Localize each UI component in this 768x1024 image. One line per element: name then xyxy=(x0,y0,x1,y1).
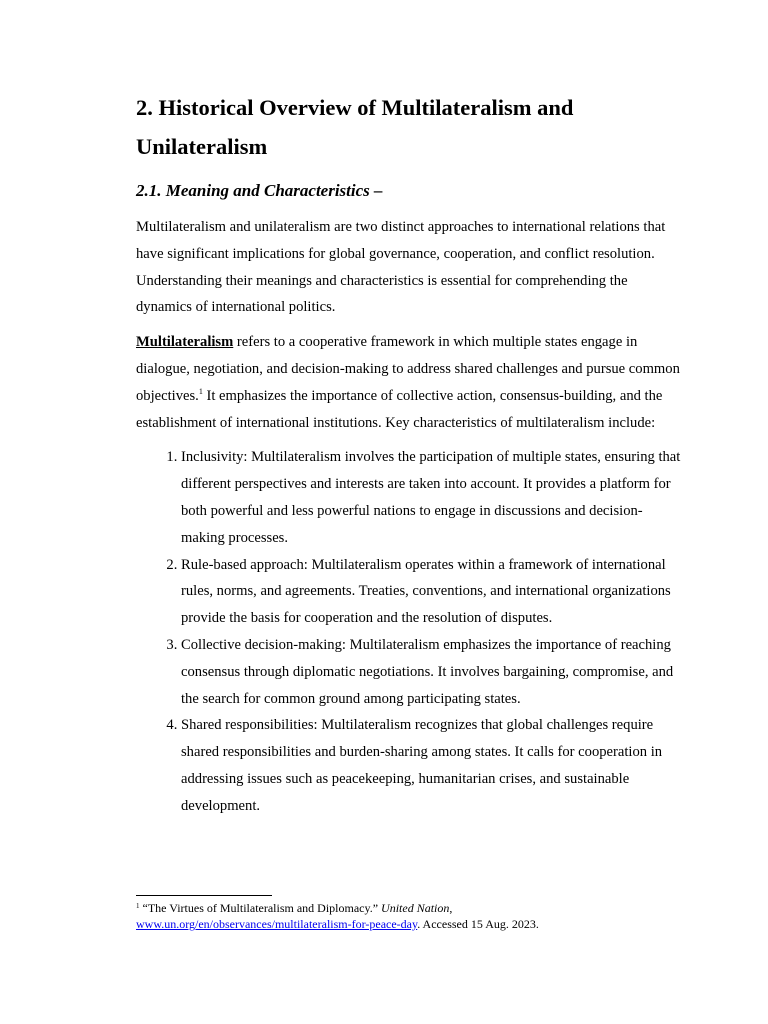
footnote-area xyxy=(136,895,681,932)
footnote-separator xyxy=(136,895,272,896)
characteristics-list xyxy=(136,444,681,819)
footnote-number: 1 xyxy=(136,902,140,910)
section-heading: 2. Historical Overview of Multilateralism and Unilateralism xyxy=(136,95,574,159)
subsection-heading: 2.1. Meaning and Characteristics – xyxy=(136,181,383,200)
footnote xyxy=(136,900,681,932)
definition-text: refers to a cooperative framework in which multiple states engage in dialogue, negotiation, and decision-making to address shared challenges and pursue common objectives. xyxy=(136,334,680,404)
list-item: 4. Shared responsibilities: Multilateralism recognizes that global challenges require shared responsibilities and burden-sharing among states. It calls for cooperation in addressing issues such as peacekeeping, humanitarian crises, and sustainable development. xyxy=(181,712,681,819)
footnote-source: United Nation xyxy=(381,901,450,915)
footnote-title: “The Virtues of Multilateralism and Diplomacy.” xyxy=(139,901,382,915)
defined-term: Multilateralism xyxy=(136,334,234,351)
footnote-reference[interactable]: 1 xyxy=(198,386,203,396)
definition-paragraph xyxy=(136,329,681,436)
list-item: 1. Inclusivity: Multilateralism involves the participation of multiple states, ensuring that different perspectives and interests are taken into account. It provides a platform for both powerful and less powerful nations to engage in discussions and decision-making processes. xyxy=(181,444,681,551)
footnote-accessed: . Accessed 15 Aug. 2023. xyxy=(417,917,539,931)
footnote-comma: , xyxy=(449,901,453,915)
footnote-link[interactable]: www.un.org/en/observances/multilateralism-for-peace-day xyxy=(136,917,418,931)
document-body xyxy=(136,88,681,820)
list-item: 3. Collective decision-making: Multilateralism emphasizes the importance of reaching consensus through diplomatic negotiations. It involves bargaining, compromise, and the search for common ground among participating states. xyxy=(181,632,681,712)
list-item: 2. Rule-based approach: Multilateralism operates within a framework of international rules, norms, and agreements. Treaties, conventions, and international organizations provide the basis for cooperation and the resolution of disputes. xyxy=(181,552,681,632)
definition-continuation: It emphasizes the importance of collective action, consensus-building, and the establishment of international institutions. Key characteristics of multilateralism include: xyxy=(136,387,663,431)
intro-paragraph: Multilateralism and unilateralism are two distinct approaches to international relations that have significant implications for global governance, cooperation, and conflict resolution. Understanding their meanings and characteristics is essential for comprehending the dynamics of international politics. xyxy=(136,219,666,316)
